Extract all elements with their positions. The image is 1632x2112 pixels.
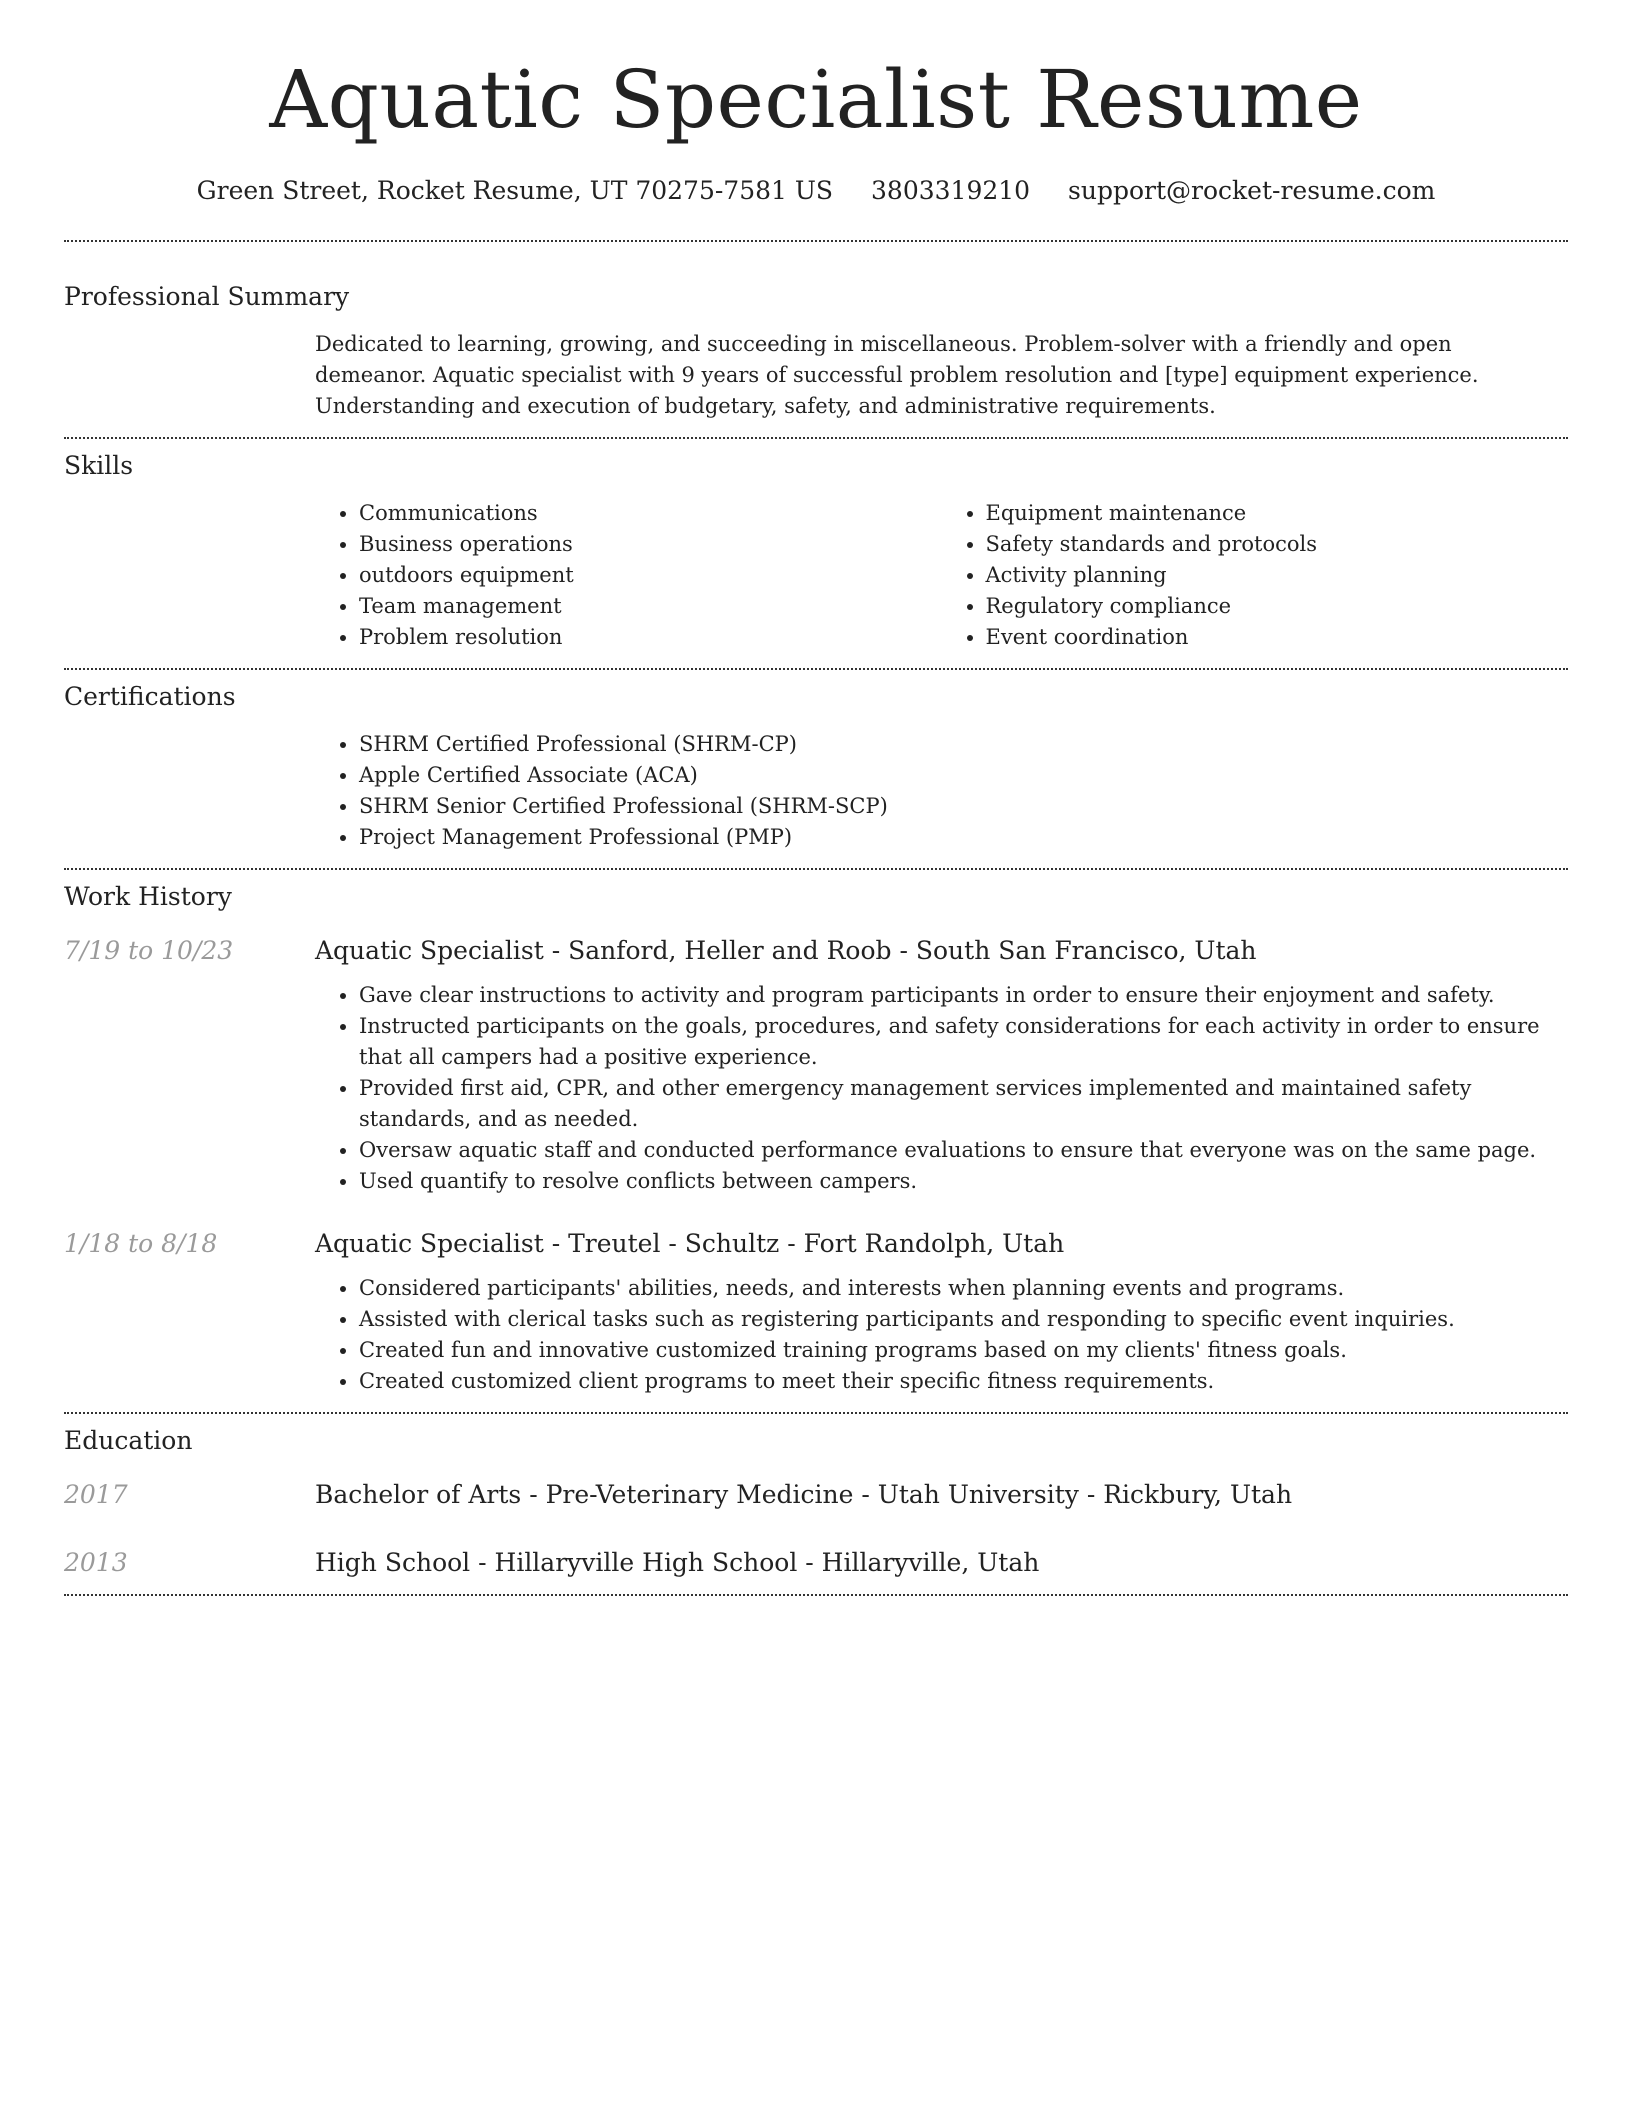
list-item: • outdoors equipment [359,560,942,591]
list-item: • Safety standards and protocols [986,529,1569,560]
job-details [315,1273,1568,1412]
list-item: • Equipment maintenance [986,498,1569,529]
job-bullets [315,980,1568,1197]
section-heading-summary: Professional Summary [64,282,350,311]
skills-list-right [942,498,1569,653]
skills-section [64,439,1568,668]
resume-page [64,0,1568,1596]
resume-title: Aquatic Specialist Resume [269,53,1363,146]
list-item: • Team management [359,591,942,622]
list-item: • Created customized client programs to meet their specific fitness requirements. [359,1366,1568,1397]
list-item: • Provided first aid, CPR, and other emergency management services implemented and maintained safety standards, and as needed. [359,1073,1568,1135]
list-item: • Business operations [359,529,942,560]
summary-text: Dedicated to learning, growing, and succeeding in miscellaneous. Problem-solver with a friendly and open demeanor. Aquatic specialist with 9 years of successful problem resolution and [type] equipment experience. Understanding and execution of budgetary, safety, and administrative requirements. [315,332,1479,418]
job-title: Aquatic Specialist - Sanford, Heller and Roob - South San Francisco, Utah [315,936,1257,965]
list-item: • Activity planning [986,560,1569,591]
job-bullets [315,1273,1568,1397]
list-item: • Instructed participants on the goals, procedures, and safety considerations for each activity in order to ensure that all campers had a positive experience. [359,1011,1568,1073]
list-item: • Problem resolution [359,622,942,653]
section-heading-work: Work History [64,882,232,911]
certifications-block [315,729,1568,868]
education-year: 2017 [64,1480,128,1509]
skills-list-left [315,498,942,653]
education-entry [64,1548,1568,1594]
job-dates: 7/19 to 10/23 [64,936,234,965]
section-heading-skills: Skills [64,451,134,480]
contact-phone: 3803319210 [871,176,1031,205]
list-item: • Considered participants' abilities, needs, and interests when planning events and programs. [359,1273,1568,1304]
list-item: • Oversaw aquatic staff and conducted performance evaluations to ensure that everyone was on the same page. [359,1135,1568,1166]
job-details [315,980,1568,1197]
certifications-list [315,729,1568,853]
skills-columns [315,498,1568,668]
list-item: • Regulatory compliance [986,591,1569,622]
certifications-section [64,670,1568,868]
education-text: High School - Hillaryville High School - Hillaryville, Utah [315,1548,1040,1577]
section-heading-certifications: Certifications [64,682,236,711]
list-item: • Created fun and innovative customized training programs based on my clients' fitness goals. [359,1335,1568,1366]
summary-section [64,242,1568,437]
list-item: • Used quantify to resolve conflicts between campers. [359,1166,1568,1197]
job-header [64,1229,1568,1259]
contact-address: Green Street, Rocket Resume, UT 70275-7581 US [196,176,834,205]
job-entry [64,1229,1568,1412]
list-item: • Gave clear instructions to activity and program participants in order to ensure their enjoyment and safety. [359,980,1568,1011]
job-title: Aquatic Specialist - Treutel - Schultz - Fort Randolph, Utah [315,1229,1065,1258]
job-header [64,936,1568,966]
list-item: • Apple Certified Associate (ACA) [359,760,1568,791]
list-item: • Event coordination [986,622,1569,653]
education-year: 2013 [64,1548,128,1577]
job-entry [64,936,1568,1197]
contact-line [64,176,1568,206]
job-dates: 1/18 to 8/18 [64,1229,218,1258]
list-item: • Project Management Professional (PMP) [359,822,1568,853]
work-section [64,870,1568,1412]
list-item: • Assisted with clerical tasks such as registering participants and responding to specific event inquiries. [359,1304,1568,1335]
education-section [64,1414,1568,1594]
section-heading-education: Education [64,1426,193,1455]
education-text: Bachelor of Arts - Pre-Veterinary Medicine - Utah University - Rickbury, Utah [315,1480,1293,1509]
list-item: • SHRM Senior Certified Professional (SHRM-SCP) [359,791,1568,822]
list-item: • Communications [359,498,942,529]
list-item: • SHRM Certified Professional (SHRM-CP) [359,729,1568,760]
section-divider [64,1594,1568,1596]
contact-email: support@rocket-resume.com [1068,176,1436,205]
education-entry [64,1480,1568,1510]
